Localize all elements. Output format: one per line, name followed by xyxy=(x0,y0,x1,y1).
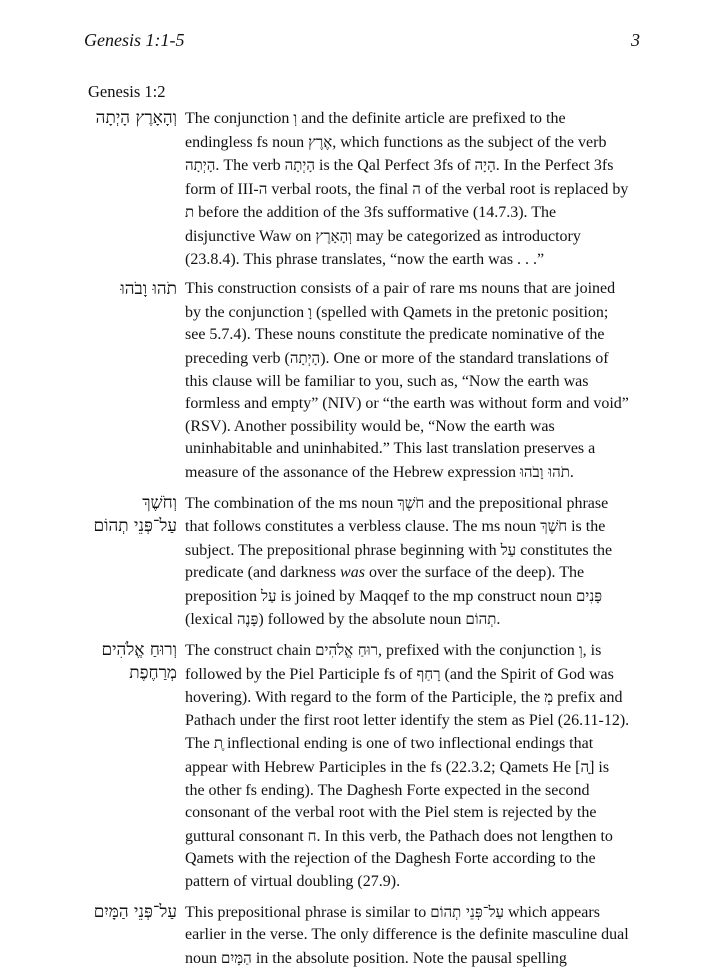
text-run: . xyxy=(496,611,501,629)
hebrew-term: ח xyxy=(307,826,317,845)
hebrew-term: הָיְתָה xyxy=(289,348,321,367)
hebrew-term: וְ xyxy=(578,641,583,660)
text-run: is the Qal Perfect 3fs of xyxy=(315,157,475,175)
hebrew-term: ֶת xyxy=(213,734,224,753)
text-run: and the definite article are prefixed to the endingless fs noun xyxy=(185,110,566,151)
hebrew-term: רוּחַ אֱלֹהִים xyxy=(315,641,378,660)
commentary-text xyxy=(185,492,630,633)
hebrew-lemma-line: וְרוּחַ אֱלֹהִים xyxy=(101,640,177,661)
hebrew-term: ָה xyxy=(580,758,590,777)
text-run: is the subject. The prepositional phrase beginning with xyxy=(185,518,606,559)
hebrew-term: ת xyxy=(185,203,195,222)
text-run: , prefixed with the conjunction xyxy=(377,642,579,660)
text-run: verbal roots, the final xyxy=(267,180,413,198)
hebrew-lemma xyxy=(0,492,185,633)
text-run: This prepositional phrase is similar to xyxy=(185,903,431,921)
commentary-text xyxy=(185,107,630,271)
text-run: , which functions as the subject of the verb xyxy=(332,133,607,151)
commentary-text xyxy=(185,278,630,484)
text-run: prefix and Pathach under the first root letter identify the stem as Piel (26.11-12). The xyxy=(185,689,630,753)
commentary-entry xyxy=(0,639,709,894)
text-run: , is followed by the Piel Participle fs of xyxy=(185,642,602,683)
hebrew-term: עַל xyxy=(500,540,517,559)
text-run: This construction consists of a pair of rare ms nouns that are joined by the conjunction xyxy=(185,280,616,321)
hebrew-term: ה xyxy=(412,179,421,198)
hebrew-lemma-line: וְהָאָרֶץ הָיְתָה xyxy=(95,108,177,128)
text-run: . In this verb, the Pathach does not lengthen to Qamets with the rejection of the Daghesh Forte according to the pattern of virtual doubling (27.9). xyxy=(185,827,613,890)
hebrew-term: עַל־פְּנֵי תְהוֹם xyxy=(430,902,504,921)
hebrew-lemma xyxy=(0,901,185,971)
text-run: over the surface of the deep). The preposition xyxy=(185,564,585,605)
text-run: The construct chain xyxy=(185,642,316,660)
text-run: in the absolute position. Note the pausal spelling xyxy=(251,949,567,967)
hebrew-term: הָיְתָה xyxy=(284,156,315,175)
text-run: before the addition of the 3fs sufformative (14.7.3). The disjunctive Waw on xyxy=(185,204,557,245)
text-run: (lexical xyxy=(185,611,237,629)
hebrew-lemma xyxy=(0,107,185,271)
text-run: . In the Perfect 3fs form of III- xyxy=(185,157,614,198)
text-run: which appears earlier in the verse. The only difference is the definite masculine dual noun xyxy=(185,903,629,967)
hebrew-term: וְהָאָרֶץ xyxy=(315,226,353,245)
text-run: of the verbal root is replaced by xyxy=(420,180,629,198)
hebrew-lemma-line: תֹהוּ וָבֹהוּ xyxy=(120,279,177,300)
hebrew-term: הַמָּיִם xyxy=(221,948,252,967)
hebrew-term: רָחַף xyxy=(416,664,441,683)
text-run: and the prepositional phrase that follows constitutes a verbless clause. The ms noun xyxy=(185,494,609,536)
hebrew-term: תְהוֹם xyxy=(465,610,497,629)
hebrew-lemma xyxy=(0,639,185,894)
text-run: . The verb xyxy=(215,157,285,175)
text-run: The combination of the ms noun xyxy=(185,494,398,512)
section-title: Genesis 1:2 xyxy=(88,82,166,101)
running-title: Genesis 1:1-5 xyxy=(84,30,185,50)
hebrew-term: ה xyxy=(258,179,268,198)
hebrew-lemma-line: עַל־פְּנֵי הַמָּיִם xyxy=(93,901,177,922)
commentary-entry xyxy=(0,901,709,971)
text-run: The conjunction xyxy=(185,110,294,127)
text-run: inflectional ending is one of two inflectional endings that appear with Hebrew Participles in the fs (22.3.2; Qamets He [ xyxy=(185,735,594,777)
text-run: is joined by Maqqef to the mp construct noun xyxy=(276,587,577,605)
hebrew-term: עַל xyxy=(261,586,277,605)
hebrew-term: חֹשֶׁךְ xyxy=(397,493,425,512)
text-run: (and the Spirit of God was hovering). With regard to the form of the Participle, the xyxy=(185,665,614,707)
hebrew-lemma-line: מְרַחֶפֶת xyxy=(129,663,177,684)
text-run: ) followed by the absolute noun xyxy=(258,611,466,629)
emphasis-text: was xyxy=(340,564,365,582)
commentary-text xyxy=(185,639,630,894)
hebrew-term: פָּנִים xyxy=(576,586,603,605)
commentary-entry xyxy=(0,107,709,271)
hebrew-term: פָּנֶה xyxy=(236,610,259,629)
text-run: ] is the other fs ending). The Daghesh Forte expected in the second consonant of the verbal root with the Piel stem is rejected by the guttural consonant xyxy=(185,759,610,845)
hebrew-lemma xyxy=(0,278,185,484)
commentary-entry xyxy=(0,278,709,484)
text-run: ). One or more of the standard translations of this clause will be familiar to you, such as, “Now the earth was formless and empty” (NIV) or “the earth was without form and void” (RSV). Another possibility would be, “Now the earth was uninhabitable and uninhabited.” This last translation preserves a measure of the assonance of the Hebrew expression xyxy=(185,349,629,481)
commentary-entry xyxy=(0,492,709,633)
hebrew-term: הָיְתָה xyxy=(185,156,216,175)
hebrew-term: הָיָה xyxy=(474,156,496,175)
hebrew-term: וָ xyxy=(308,302,312,321)
running-header xyxy=(84,30,640,51)
hebrew-lemma-line: עַל־פְּנֵי תְהוֹם xyxy=(93,515,177,536)
hebrew-term: וְ xyxy=(293,109,298,127)
commentary-entries xyxy=(0,107,709,977)
commentary-text xyxy=(185,901,630,971)
hebrew-term: מְ xyxy=(544,688,554,707)
text-run: may be categorized as introductory (23.8.4). This phrase translates, “now the earth was . . .” xyxy=(185,227,581,268)
text-run: (spelled with Qamets in the pretonic position; see 5.7.4). These nouns constitute the predicate nominative of the preceding verb ( xyxy=(185,303,609,367)
hebrew-term: חֹשֶׁךְ xyxy=(540,517,568,536)
page-number: 3 xyxy=(631,30,640,50)
hebrew-lemma-line: וְחֹשֶׁךְ xyxy=(142,492,177,513)
text-run: constitutes the predicate (and darkness xyxy=(185,541,613,582)
text-run: . xyxy=(569,463,574,481)
hebrew-term: אֶרֶץ xyxy=(308,132,333,151)
hebrew-term: תֹהוּ וָבֹהוּ xyxy=(519,462,570,481)
